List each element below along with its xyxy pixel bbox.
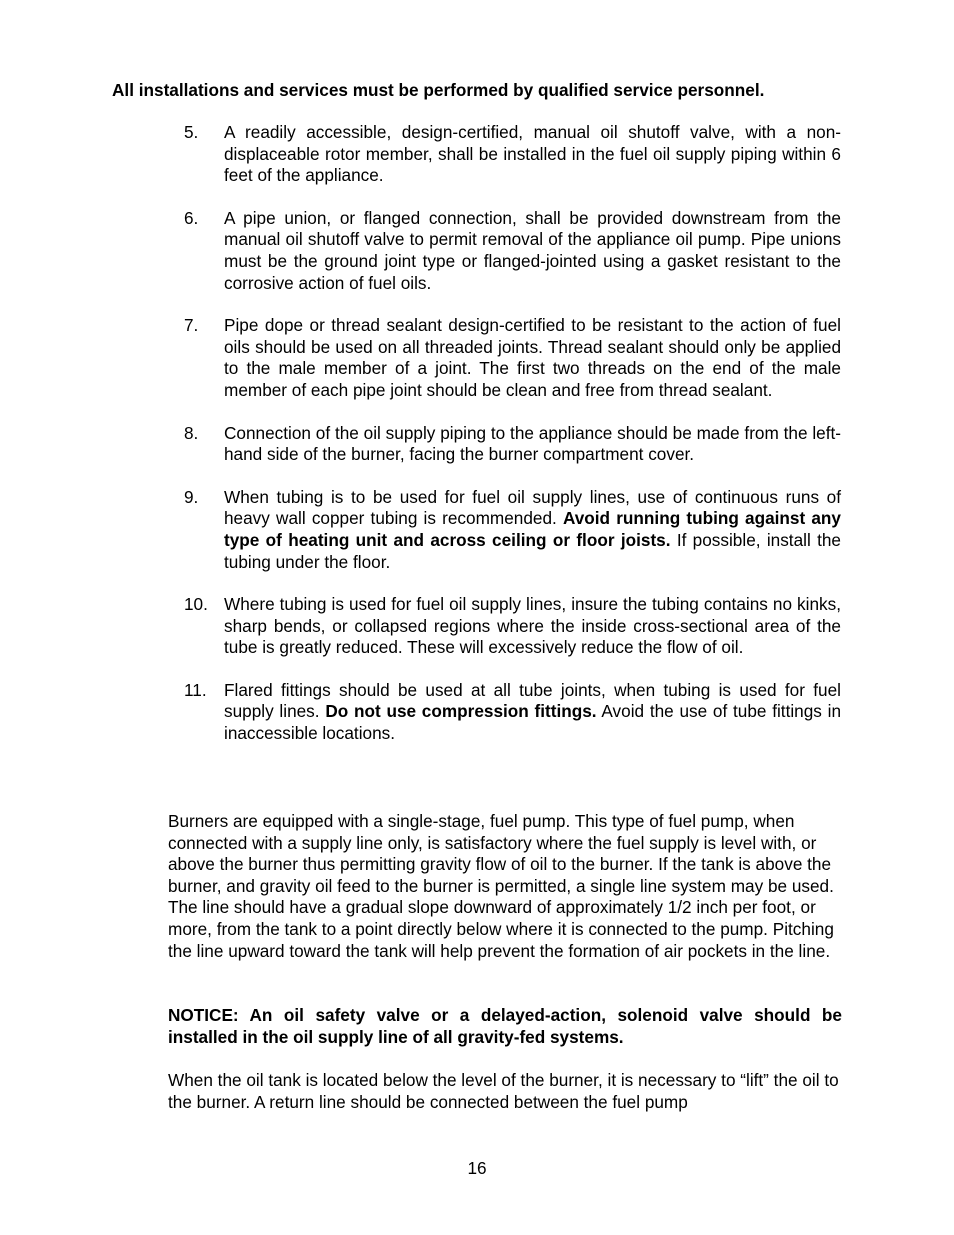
list-item-number: 10. <box>184 594 208 615</box>
list-item-text-part: When tubing is to be used for fuel oil supply lines, use of continuous runs of heavy wall copper tubing is recommended. <box>224 486 841 529</box>
fuel-pump-paragraph: Burners are equipped with a single-stage, fuel pump. This type of fuel pump, when connected with a supply line only, is satisfactory where the fuel supply is level with, or above the burner thus permitting gravity flow of oil to the burner. If the tank is above the burner, and gravity oil feed to the burner is permitted, a single line system may be used. The line should have a gradual slope downward of approximately 1/2 inch per foot, or more, from the tank to a point directly below where it is connected to the pump. Pitching the line upward toward the tank will help prevent the formation of air pockets in the line. <box>168 811 834 961</box>
list-item-bold-warning: Do not use compression fittings. <box>325 701 597 722</box>
list-item <box>0 315 954 401</box>
list-item-text: A pipe union, or flanged connection, shall be provided downstream from the manual oil shutoff valve to permit removal of the appliance oil pump. Pipe unions must be the ground joint type or flanged-jointed using a gasket resistant to the corrosive action of fuel oils. <box>224 207 841 293</box>
list-item-text: Connection of the oil supply piping to the appliance should be made from the left-hand side of the burner, facing the burner compartment cover. <box>224 422 841 465</box>
list-item-number: 11. <box>184 679 207 700</box>
list-item <box>0 423 954 466</box>
list-item-text <box>224 487 841 573</box>
list-item-text-part: If possible, install the tubing under the floor. <box>224 529 841 572</box>
oil-tank-paragraph: When the oil tank is located below the level of the burner, it is necessary to “lift” the oil to the burner. A return line should be connected between the fuel pump <box>168 1070 839 1112</box>
list-item <box>0 594 954 659</box>
list-item-number: 8. <box>184 422 199 443</box>
list-item-number: 5. <box>184 122 199 142</box>
list-item-bold-warning: Avoid running tubing against any type of heating unit and across ceiling or floor joists. <box>224 508 841 550</box>
list-item-number: 7. <box>184 315 199 336</box>
list-item-text-part: Flared fittings should be used at all tube joints, when tubing is used for fuel supply lines. <box>224 679 841 722</box>
notice-paragraph: NOTICE: An oil safety valve or a delayed-action, solenoid valve should be installed in the oil supply line of all gravity-fed systems. <box>168 1005 842 1047</box>
list-item-text-part: Avoid the use of tube fittings in inaccessible locations. <box>224 701 842 744</box>
list-item <box>0 680 954 745</box>
list-item-text: Pipe dope or thread sealant design-certified to be resistant to the action of fuel oils should be used on all threaded joints. Thread sealant should only be applied to the male member of a joint. The first two threads on the end of the male member of each pipe joint should be clean and free from thread sealant. <box>224 315 841 400</box>
numbered-instruction-list <box>0 122 954 766</box>
list-item-text: A readily accessible, design-certified, manual oil shutoff valve, with a non-displaceable rotor member, shall be installed in the fuel oil supply piping within 6 feet of the appliance. <box>224 122 841 186</box>
page-header-warning: All installations and services must be performed by qualified service personnel. <box>112 80 765 100</box>
list-item <box>0 208 954 294</box>
page-number: 16 <box>467 1158 487 1178</box>
list-item-text: Where tubing is used for fuel oil supply lines, insure the tubing contains no kinks, sharp bends, or collapsed regions where the inside cross-sectional area of the tube is greatly reduced. These will excessively reduce the flow of oil. <box>224 594 841 658</box>
list-item <box>0 487 954 573</box>
list-item <box>0 122 954 187</box>
list-item-number: 9. <box>184 486 199 507</box>
list-item-number: 6. <box>184 207 199 228</box>
list-item-text <box>224 680 841 745</box>
